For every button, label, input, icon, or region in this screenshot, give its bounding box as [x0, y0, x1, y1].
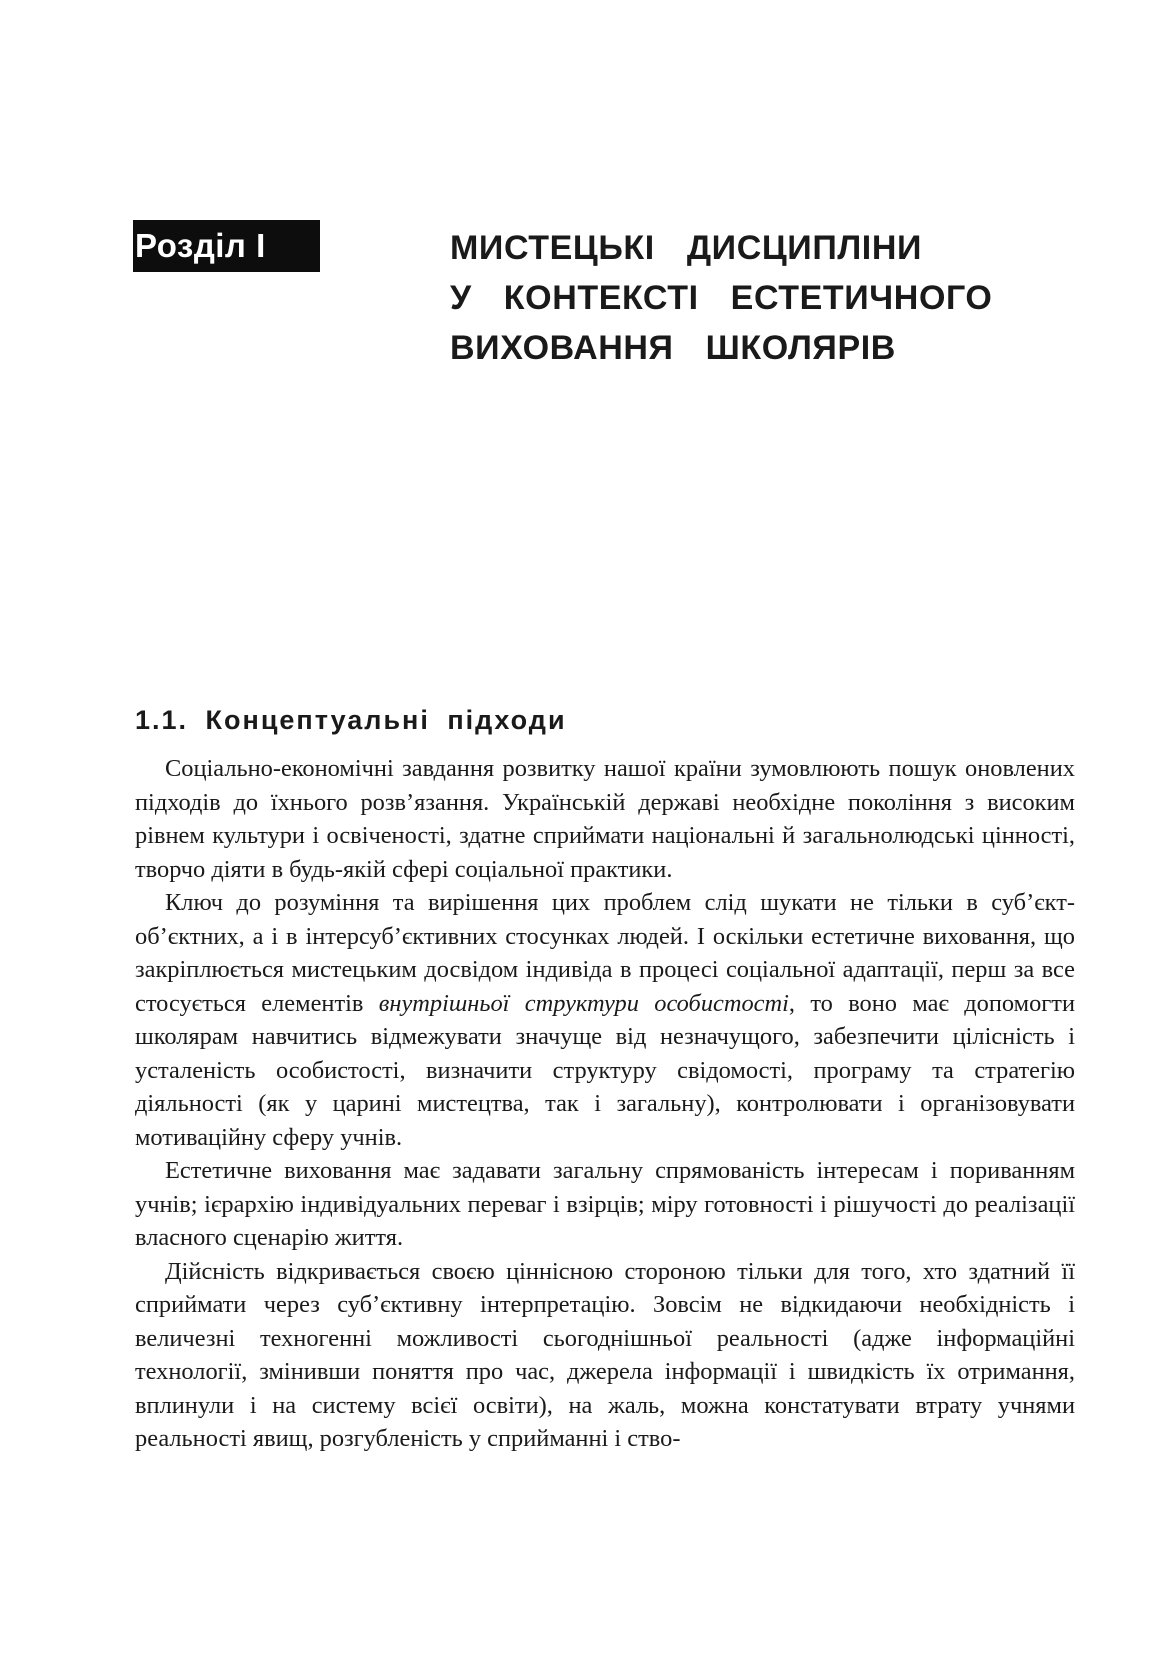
paragraph-text: Ключ до розуміння та вирішення цих проблем слід шукати не тільки в суб’єкт-об’єктних, а і в інтерсуб’єктивних стосунках людей. І оскільки естетичне виховання, що закріплюється мистецьким досвідом індивіда в процесі соціальної адаптації, перш за все стосується елементів — [135, 889, 1075, 1017]
body-text — [135, 752, 1075, 1456]
paragraph: Естетичне виховання має задавати загальну спрямованість інтересам і пориванням учнів; ієрархію індивідуальних переваг і взірців; міру готовності і рішучості до реалізації власного сценарію життя. — [135, 1157, 1075, 1251]
chapter-title — [450, 223, 1090, 373]
chapter-label: Розділ I — [133, 220, 320, 272]
paragraph — [135, 886, 1075, 1154]
section-heading: 1.1. Концептуальні підходи — [135, 705, 567, 735]
paragraph-text: , то воно має допомогти школярам навчитись відмежувати значуще від незначущого, забезпечити цілісність і усталеність особистості, визначити структуру свідомості, програму та стратегію діяльності (як у царині мистецтва, так і загальну), контролювати і організовувати мотиваційну сферу учнів. — [135, 989, 1075, 1151]
chapter-title-line: МИСТЕЦЬКІ ДИСЦИПЛІНИ — [450, 229, 923, 267]
chapter-title-line: У КОНТЕКСТІ ЕСТЕТИЧНОГО — [450, 279, 993, 317]
paragraph: Дійсність відкривається своєю ціннісною стороною тільки для того, хто здатний її сприймати через суб’єктивну інтерпретацію. Зовсім не відкидаючи необхідність і величезні техногенні можливості сьогоднішньої реальності (адже інформаційні технології, змінивши поняття про час, джерела інформації і швидкість їх отримання, вплинули і на систему всієї освіти), на жаль, можна констатувати втрату учнями реальності явищ, розгубленість у сприйманні і ство- — [135, 1257, 1075, 1452]
emphasized-term: внутрішньої структури особистості — [378, 989, 789, 1017]
paragraph: Соціально-економічні завдання розвитку нашої країни зумовлюють пошук оновлених підходів до їхнього розв’язання. Українській державі необхідне покоління з високим рівнем культури і освіченості, здатне сприймати національні й загальнолюдські цінності, творчо діяти в будь-якій сфері соціальної практики. — [135, 755, 1075, 883]
chapter-title-line: ВИХОВАННЯ ШКОЛЯРІВ — [450, 329, 896, 367]
